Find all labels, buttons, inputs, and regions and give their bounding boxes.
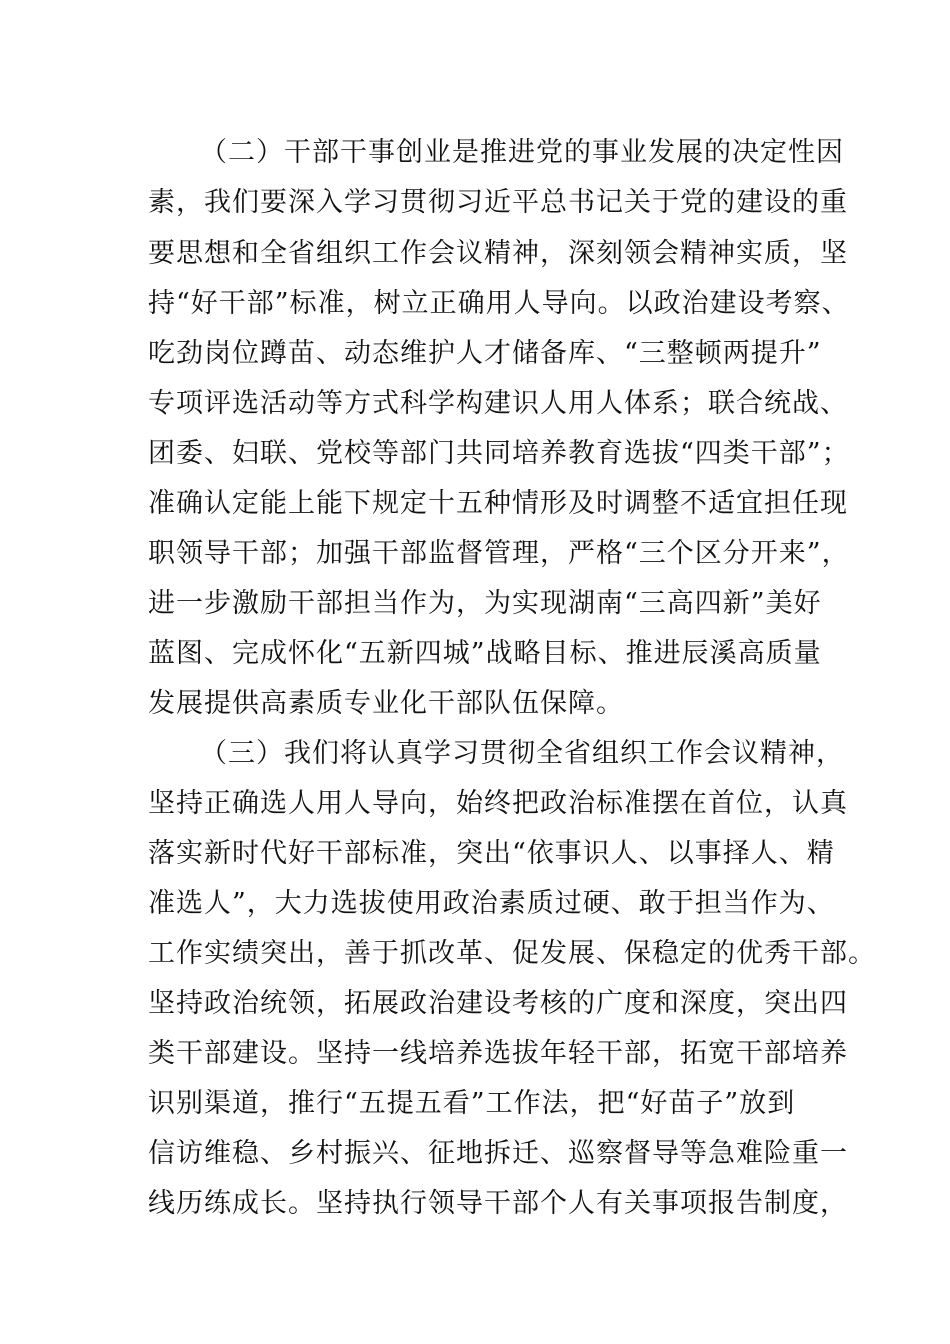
text-line: 类干部建设。坚持一线培养选拔年轻干部，拓宽干部培养 xyxy=(148,1038,848,1069)
text-line: 落实新时代好干部标准，突出“依事识人、以事择人、精 xyxy=(148,838,835,869)
text-line: 准选人”，大力选拔使用政治素质过硬、敢于担当作为、 xyxy=(148,888,835,919)
text-line: 素，我们要深入学习贯彻习近平总书记关于党的建设的重 xyxy=(148,187,848,218)
text-line: 坚持政治统领，拓展政治建设考核的广度和深度，突出四 xyxy=(148,988,848,1019)
text-line: 专项评选活动等方式科学构建识人用人体系；联合统战、 xyxy=(148,388,848,419)
text-line: （三）我们将认真学习贯彻全省组织工作会议精神， xyxy=(200,738,844,769)
text-line: 坚持正确选人用人导向，始终把政治标准摆在首位，认真 xyxy=(148,788,848,819)
text-line: 职领导干部；加强干部监督管理，严格“三个区分开来”， xyxy=(148,538,850,569)
text-line: 持“好干部”标准，树立正确用人导向。以政治建设考察、 xyxy=(148,288,850,319)
text-line: 识别渠道，推行“五提五看”工作法，把“好苗子”放到 xyxy=(148,1088,796,1119)
text-line: 准确认定能上能下规定十五种情形及时调整不适宜担任现 xyxy=(148,488,848,519)
text-line: 吃劲岗位蹲苗、动态维护人才储备库、“三整顿两提升” xyxy=(148,338,822,369)
text-line: 团委、妇联、党校等部门共同培养教育选拔“四类干部”； xyxy=(148,438,850,469)
text-line: （二）干部干事创业是推进党的事业发展的决定性因 xyxy=(200,137,844,168)
text-line: 信访维稳、乡村振兴、征地拆迁、巡察督导等急难险重一 xyxy=(148,1138,848,1169)
text-line: 工作实绩突出，善于抓改革、促发展、保稳定的优秀干部。 xyxy=(148,938,876,969)
text-line: 发展提供高素质专业化干部队伍保障。 xyxy=(148,688,624,719)
text-line: 进一步激励干部担当作为，为实现湖南“三高四新”美好 xyxy=(148,588,822,619)
text-line: 蓝图、完成怀化“五新四城”战略目标、推进辰溪高质量 xyxy=(148,638,822,669)
text-line: 要思想和全省组织工作会议精神，深刻领会精神实质，坚 xyxy=(148,238,848,269)
text-line: 线历练成长。坚持执行领导干部个人有关事项报告制度， xyxy=(148,1188,848,1219)
